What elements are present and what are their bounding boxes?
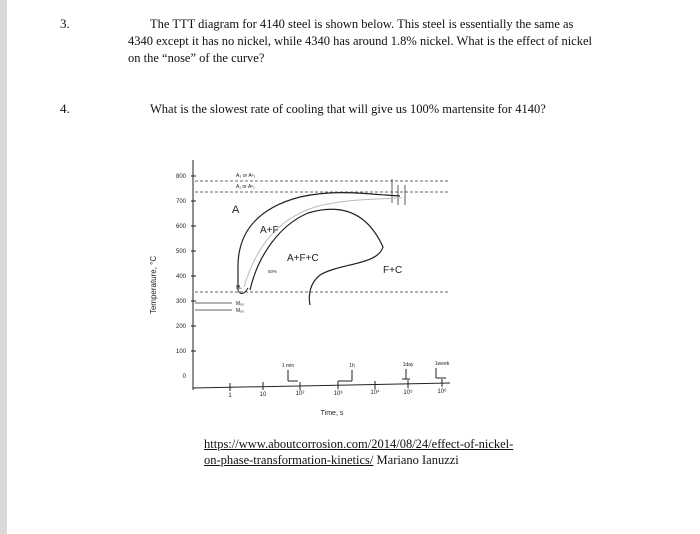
y-tick-label: 0 (182, 374, 186, 380)
question-4-text: What is the slowest rate of cooling that will give us 100% martensite for 4140? (150, 102, 546, 116)
time-marker-min: 1 min (281, 363, 295, 369)
question-3-number: 3. (60, 16, 70, 31)
y-tick-label: 200 (175, 324, 186, 330)
region-ferrite-carbide: F+C (383, 265, 403, 276)
region-austenite: A (232, 204, 240, 216)
fifty-percent-label: 50% (268, 269, 278, 274)
x-tick-label: 10 (259, 392, 267, 398)
source-citation (204, 436, 564, 468)
x-tick-label: 1 (228, 393, 232, 399)
page-left-margin-bar (0, 0, 7, 534)
y-tick-label: 300 (175, 299, 186, 305)
source-url-line-2: on-phase-transformation-kinetics/ (204, 453, 374, 467)
y-axis-label: Temperature, °C (149, 255, 158, 315)
x-tick-label: 10⁴ (370, 390, 380, 396)
question-3-line-2: 4340 except it has no nickel, while 4340 has around 1.8% nickel. What is the effect of nickel (128, 34, 592, 48)
question-3-text (128, 16, 628, 67)
m50-label: M₅₀ (236, 301, 245, 307)
ttt-diagram (140, 155, 470, 440)
x-tick-label: 10² (295, 391, 305, 397)
time-marker-week: 1week (434, 361, 450, 367)
x-tick-label: 10³ (333, 391, 343, 397)
source-link[interactable] (204, 437, 513, 467)
y-tick-label: 400 (175, 274, 186, 280)
question-3-line-1: The TTT diagram for 4140 steel is shown below. This steel is essentially the same as (150, 17, 574, 31)
source-author: Mariano Ianuzzi (373, 453, 459, 467)
region-austenite-ferrite: A+F (260, 225, 279, 236)
source-url-line-1: https://www.aboutcorrosion.com/2014/08/24/effect-of-nickel- (204, 437, 514, 451)
region-austenite-ferrite-carbide: A+F+C (287, 253, 319, 264)
x-tick-label: 10⁶ (437, 389, 447, 395)
y-tick-label: 700 (175, 199, 186, 205)
x-axis (193, 383, 450, 388)
question-4-number: 4. (60, 101, 70, 116)
time-marker-hour: 1h (349, 363, 355, 369)
time-marker-day: 1day (402, 362, 414, 368)
right-dashes (392, 179, 405, 205)
a1-label: A₁ or Aᶜ₁ (236, 184, 255, 190)
m90-label: M₉₀ (236, 308, 245, 314)
y-tick-label: 100 (175, 349, 186, 355)
ms-label: Mₛ (236, 285, 243, 291)
a3-label: A₃ or Aᶜ₃ (236, 173, 256, 179)
time-markers (282, 361, 450, 381)
x-ticks (228, 379, 447, 399)
y-tick-label: 500 (175, 249, 186, 255)
x-axis-label: Time, s (320, 410, 344, 417)
x-tick-label: 10⁵ (403, 390, 413, 396)
y-tick-label: 600 (175, 224, 186, 230)
question-3-line-3: on the “nose” of the curve? (128, 51, 265, 65)
y-tick-label: 800 (175, 174, 186, 180)
